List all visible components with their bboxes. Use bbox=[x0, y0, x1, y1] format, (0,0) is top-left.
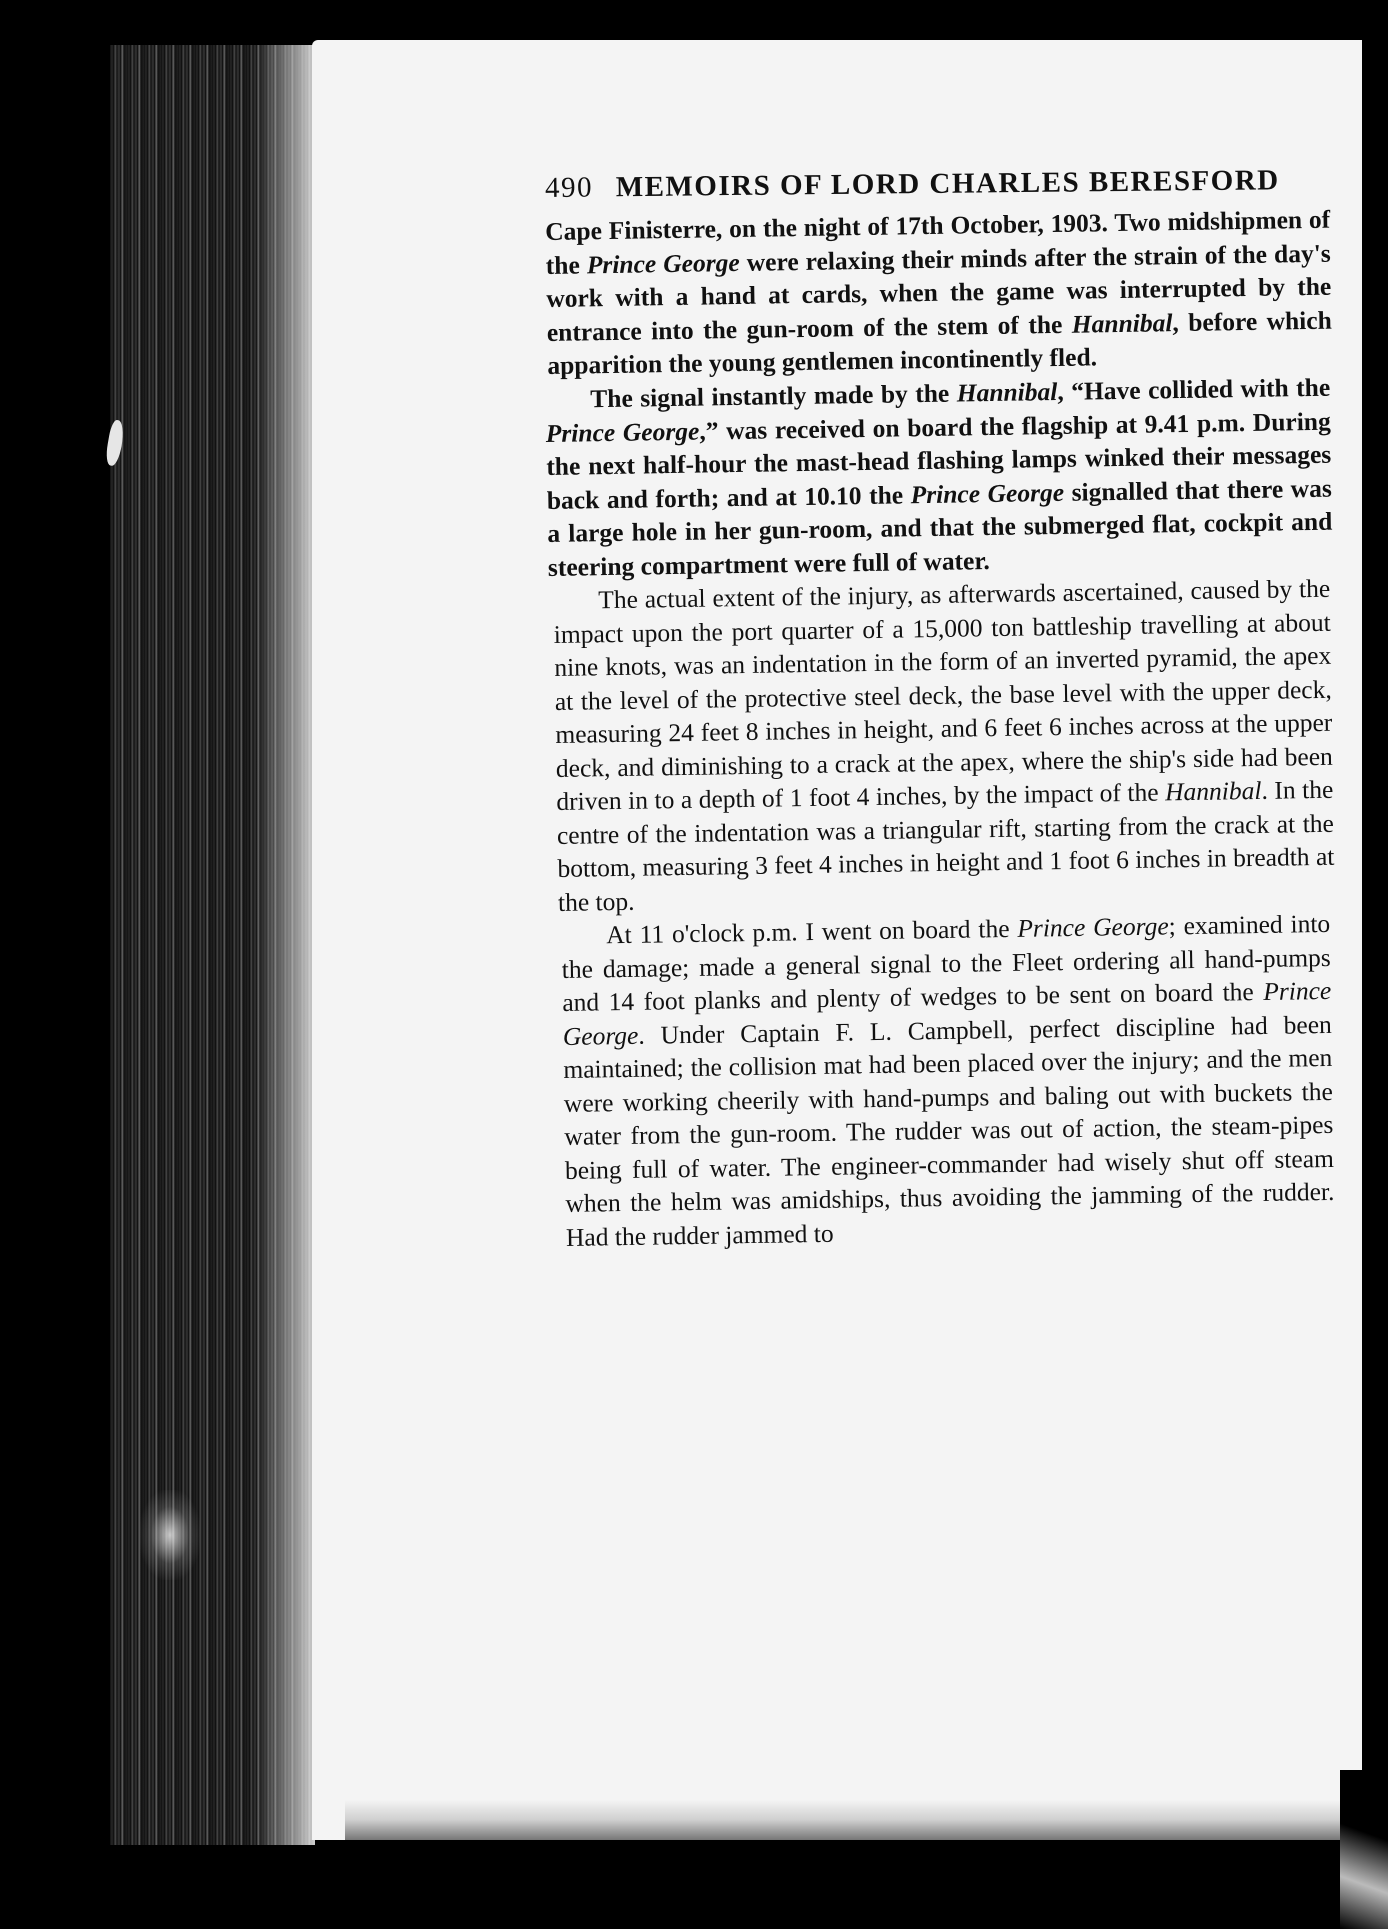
ship-name: Prince George bbox=[545, 415, 700, 447]
page-bottom-shadow bbox=[345, 1800, 1370, 1840]
ship-name: Prince George bbox=[910, 476, 1065, 509]
paragraph-3: The actual extent of the injury, as afterwards ascertained, caused by the impact upon the port quarter of a 15,000 ton battleship travelling at about nine knots, was an indentation in the form of an inverted pyramid, the apex at the level of the protective steel deck, the base level with the upper deck, measuring 24 feet 8 inches in height, and 6 feet 6 inches across at the upper deck, and diminishing to a crack at the apex, where the ship's side had been driven in to a depth of 1 foot 4 inches, by the impact of the Hannibal. In the centre of the indentation was a triangular rift, starting from the crack at the bottom, measuring 3 feet 4 inches in height and 1 foot 6 inches in breadth at the top. bbox=[553, 573, 1335, 916]
ship-name: Prince George bbox=[586, 247, 740, 279]
ship-name: Hannibal bbox=[1164, 775, 1262, 806]
ship-name: Hannibal bbox=[1071, 307, 1173, 339]
ship-name: Hannibal bbox=[956, 376, 1058, 408]
paragraph-1: Cape Finisterre, on the night of 17th October, 1903. Two midshipmen of the Prince George were relaxing their minds after the strain of the day's work with a hand at cards, when the game was interrupted by the entrance into the gun-room of the stem of the Hannibal, before which apparition the young gentlemen incontinently fled. bbox=[545, 204, 1332, 380]
running-head-title: MEMOIRS OF LORD CHARLES BERESFORD bbox=[615, 164, 1280, 204]
paragraph-4: At 11 o'clock p.m. I went on board the Prince George; examined into the damage; made a general signal to the Fleet ordering all hand-pumps and 14 foot planks and plenty of wedges to be sent on board the Prince George. Under Captain F. L. Campbell, perfect discipline had been maintained; the collision mat had been placed over the injury; and the men were working cheerily with hand-pumps and baling out with buckets the water from the gun-room. The rudder was out of action, the steam-pipes being full of water. The engineer-commander had wisely shut off steam when the helm was amidships, thus avoiding the jamming of the rudder. Had the rudder jammed to bbox=[561, 908, 1335, 1251]
ship-name: Prince George bbox=[562, 975, 1332, 1050]
paragraph-2: The signal instantly made by the Hannibal, “Have collided with the Prince George,” was received on board the flagship at 9.41 p.m. During the next half-hour the mast-head flashing lamps winked their messages back and forth; and at 10.10 the Prince George signalled that there was a large hole in her gun-room, and that the submerged flat, cockpit and steering compartment were full of water. bbox=[545, 372, 1333, 581]
running-head bbox=[545, 164, 1330, 205]
ship-name: Prince George bbox=[1017, 910, 1169, 943]
page-text-block bbox=[544, 164, 1335, 1254]
scan-light-glare bbox=[140, 1490, 200, 1580]
page-number: 490 bbox=[544, 171, 594, 204]
corner-scan-artifact bbox=[1340, 1770, 1388, 1929]
